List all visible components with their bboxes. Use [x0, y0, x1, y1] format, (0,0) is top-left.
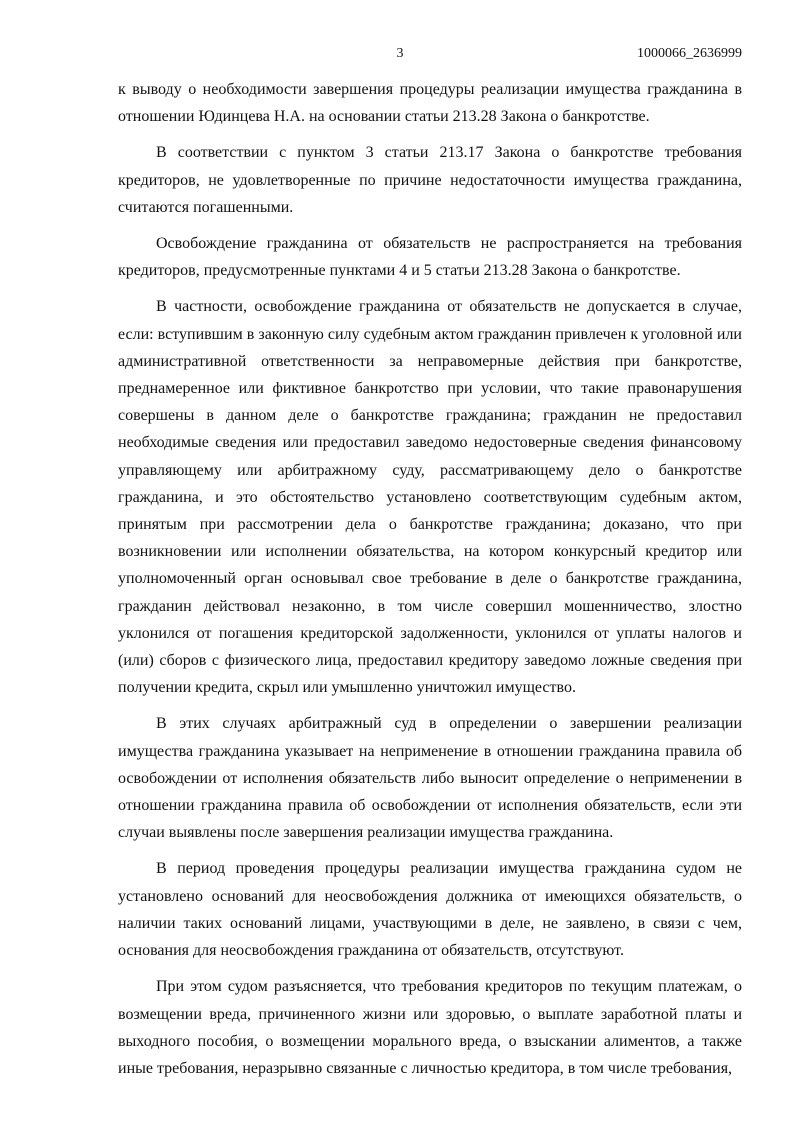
document-body [118, 76, 742, 1091]
paragraph-no-grounds: В период проведения процедуры реализации имущества гражданина судом не установлено оснований для неосвобождения должника от имеющихся обязательств, о наличии таких оснований лицами, участвующими в деле, не заявлено, в связи с чем, основания для неосвобождения гражданина от обязательств, отсутствуют. [118, 860, 742, 960]
page-number: 3 [396, 46, 404, 61]
paragraph-court-ruling: В этих случаях арбитражный суд в определении о завершении реализации имущества гражданина указывает на неприменение в отношении гражданина правила об освобождении от исполнения обязательств либо выносит определение о неприменении в отношении гражданина правила об освобождении от исполнения обязательств, если эти случаи выявлены после завершения реализации имущества гражданина. [118, 715, 742, 842]
paragraph-debts-extinguished: В соответствии с пунктом 3 статьи 213.17 Закона о банкротстве требования кредиторов, не удовлетворенные по причине недостаточности имущества гражданина, считаются погашенными. [118, 144, 742, 216]
paragraph-release-not-allowed: В частности, освобождение гражданина от обязательств не допускается в случае, если: вступившим в законную силу судебным актом гражданин привлечен к уголовной или административной ответственности за неправомерные действия при банкротстве, преднамеренное или фиктивное банкротство при условии, что такие правонарушения совершены в данном деле о банкротстве гражданина; гражданин не предоставил необходимые сведения или предоставил заведомо недостоверные сведения финансовому управляющему или арбитражному суду, рассматривающему дело о банкротстве гражданина, и это обстоятельство установлено соответствующим судебным актом, принятым при рассмотрении дела о банкротстве гражданина; доказано, что при возникновении или исполнении обязательства, на котором конкурсный кредитор или уполномоченный орган основывал свое требование в деле о банкротстве гражданина, гражданин действовал незаконно, в том числе совершил мошенничество, злостно уклонился от погашения кредиторской задолженности, уклонился от уплаты налогов и (или) сборов с физического лица, предоставил кредитору заведомо ложные сведения при получении кредита, скрыл или умышленно уничтожил имущество. [118, 298, 742, 697]
paragraph-release-exceptions: Освобождение гражданина от обязательств не распространяется на требования кредиторов, предусмотренные пунктами 4 и 5 статьи 213.28 Закона о банкротстве. [118, 235, 742, 280]
paragraph-court-explains: При этом судом разъясняется, что требования кредиторов по текущим платежам, о возмещении вреда, причиненного жизни или здоровью, о выплате заработной платы и выходного пособия, о возмещении морального вреда, о взыскании алиментов, а также иные требования, неразрывно связанные с личностью кредитора, в том числе требования, [118, 978, 742, 1077]
paragraph-continuation: к выводу о необходимости завершения процедуры реализации имущества гражданина в отношении Юдинцева Н.А. на основании статьи 213.28 Закона о банкротстве. [118, 81, 742, 126]
case-number: 1000066_2636999 [637, 46, 742, 61]
